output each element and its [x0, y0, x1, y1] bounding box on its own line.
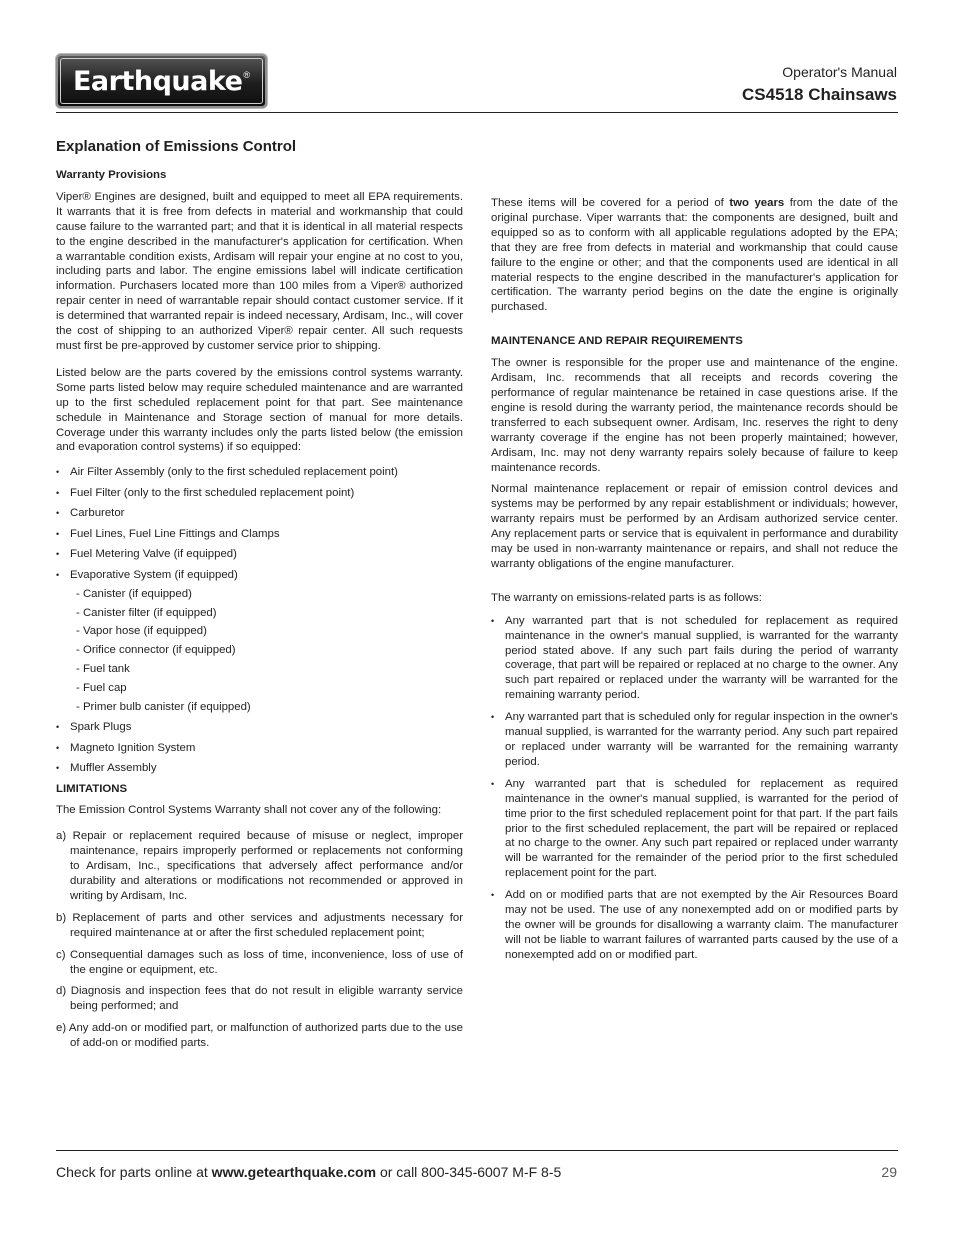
limitation-item: e) Any add-on or modified part, or malfunction of authorized parts due to the use of add-on or modified parts.	[56, 1022, 463, 1050]
sublist-item: - Orifice connector (if equipped)	[76, 644, 236, 657]
sublist-item: - Fuel cap	[76, 681, 127, 694]
list-item: • Magneto Ignition System	[56, 741, 463, 756]
limitation-item: d) Diagnosis and inspection fees that do not result in eligible warranty service being performed; and	[56, 985, 463, 1013]
sublist-item: - Primer bulb canister (if equipped)	[76, 700, 251, 713]
list-item: • Spark Plugs	[56, 720, 463, 735]
list-item-label: Evaporative System (if equipped)	[70, 568, 238, 581]
coverage-text-pre: These items will be covered for a period of	[491, 197, 730, 209]
list-item: • Any warranted part that is scheduled only for regular inspection in the owner's manual supplied, is warranted for the warranty period. Any such part repaired or replaced under warranty will be warranted for the remaining warranty period.	[491, 710, 898, 770]
limitation-item: a) Repair or replacement required because of misuse or neglect, improper maintenance, repairs improperly performed or replacements not conforming to Ardisam, Inc., specifications that adversely affect performance and/or durability and alterations or modifications not recommended or approved in writing by Ardisam, Inc.	[56, 830, 463, 902]
logo-text: Earthquake	[72, 65, 243, 97]
sublist-item: - Canister filter (if equipped)	[76, 606, 217, 619]
header-manual-label: Operator's Manual	[782, 64, 897, 80]
list-item: • Fuel Metering Valve (if equipped)	[56, 547, 463, 562]
warranty-provisions-paragraph: Viper® Engines are designed, built and equipped to meet all EPA requirements. It warrants that it is free from defects in material and workmanship that could cause failure to the warranted part; and that it is identical in all material respects to the engine described in the manufacturer's application for certification. When a warrantable condition exists, Ardisam will repair your engine at no cost to you, including parts and labor. The engine emissions label will indicate certification information. Purchasers located more than 100 miles from a Viper® authorized repair center in need of warrantable repair should contact customer service. If it is determined that warranted repair is indeed necessary, Ardisam, Inc., will cover the cost of shipping to an authorized Viper® repair center. All such requests must first be pre-approved by customer service prior to shipping.	[56, 190, 463, 352]
list-item: • Add on or modified parts that are not exempted by the Air Resources Board may not be used. The use of any nonexempted add on or modified parts by the owner will be grounds for disallowing a warranty claim. The manufacturer will not be liable to warrant failures of warranted parts caused by the use of a nonexempted add on or modified part.	[491, 888, 898, 963]
footer-divider	[56, 1150, 898, 1151]
list-item: • Any warranted part that is scheduled for replacement as required maintenance in the owner's manual supplied, is warranted for the period of time prior to the first scheduled replacement point for that part. If the part fails prior to the first scheduled replacement, the part will be repaired or replaced at no charge to the owner. Any such part repaired or replaced under warranty will be warranted for the remainder of the period prior to the first scheduled replacement point for the part.	[491, 777, 898, 881]
limitations-intro: The Emission Control Systems Warranty shall not cover any of the following:	[56, 804, 442, 817]
list-item-evaporative	[56, 568, 463, 715]
warranty-parts-list	[491, 614, 898, 963]
header-divider	[56, 112, 898, 113]
list-item: • Fuel Lines, Fuel Line Fittings and Clamps	[56, 527, 463, 542]
covered-parts-list	[56, 465, 463, 776]
header-product-title: CS4518 Chainsaws	[742, 85, 897, 104]
limitation-item: c) Consequential damages such as loss of time, inconvenience, loss of use of the engine or equipment, etc.	[56, 948, 463, 976]
covered-parts-paragraph: Listed below are the parts covered by the emissions control systems warranty. Some parts listed below may require scheduled maintenance and are warranted up to the first scheduled replacement point for that part. See maintenance schedule in Maintenance and Storage section of manual for more details. Coverage under this warranty includes only the parts listed below (the emission and evaporation control systems) if so equipped:	[56, 366, 463, 454]
section-title: Explanation of Emissions Control	[56, 138, 297, 155]
footer-text	[56, 1164, 561, 1180]
sublist-item: - Vapor hose (if equipped)	[76, 625, 207, 638]
footer-post: or call 800-345-6007 M-F 8-5	[376, 1164, 562, 1180]
sublist-item: - Canister (if equipped)	[76, 587, 192, 600]
maintenance-paragraph: The owner is responsible for the proper use and maintenance of the engine. Ardisam, Inc. recommends that all receipts and records covering the performance of regular maintenance be retained in case questions arise. If the engine is resold during the warranty period, the maintenance records should be transferred to each subsequent owner. Ardisam, Inc. reserves the right to deny warranty coverage if the engine has not been properly maintained; however, Ardisam, Inc. may not deny warranty repairs solely because of failure to keep maintenance records.	[491, 357, 898, 474]
coverage-duration: two years	[729, 197, 785, 209]
list-item: • Muffler Assembly	[56, 761, 463, 776]
warranty-parts-intro: The warranty on emissions-related parts is as follows:	[491, 591, 762, 604]
maintenance-heading: MAINTENANCE AND REPAIR REQUIREMENTS	[491, 335, 743, 348]
evaporative-sublist	[76, 587, 463, 715]
warranty-provisions-heading: Warranty Provisions	[56, 169, 167, 181]
footer-pre: Check for parts online at	[56, 1164, 212, 1180]
page-number: 29	[881, 1164, 897, 1180]
list-item: • Carburetor	[56, 506, 463, 521]
list-item: • Any warranted part that is not scheduled for replacement as required maintenance in the owner's manual supplied, is warranted for the warranty period stated above. If any such part fails during the period of warranty coverage, that part will be repaired or replaced at no charge to the owner. Any such part repaired or replaced under the warranty will be warranted for the remaining warranty period.	[491, 614, 898, 703]
logo-registered-mark: ®	[243, 70, 251, 80]
limitations-heading: LIMITATIONS	[56, 782, 128, 795]
footer-url-link[interactable]: www.getearthquake.com	[211, 1164, 377, 1180]
maintenance-paragraph: Normal maintenance replacement or repair of emission control devices and systems may be performed by any repair establishment or individuals; however, warranty repairs must be performed by an Ardisam authorized service center. Any replacement parts or service that is equivalent in performance and durability may be used in non-warranty maintenance or repairs, and shall not reduce the warranty obligations of the engine manufacturer.	[491, 483, 898, 570]
coverage-text-post: from the date of the original purchase. Viper warrants that: the components are designed, built and equipped so as to conform with all applicable regulations adopted by the EPA; that they are free from defects in material and workmanship that could cause failure to the engine or other; and that the components used are identical in all material respects to the engine described in the manufacturer's application for certification. The warranty period begins on the date the engine is originally purchased.	[491, 197, 898, 314]
coverage-period-paragraph	[491, 196, 898, 315]
earthquake-logo	[56, 54, 267, 108]
left-column	[56, 168, 463, 1058]
limitation-item: b) Replacement of parts and other services and adjustments necessary for required maintenance at or after the first scheduled replacement point;	[56, 911, 463, 939]
right-column	[491, 196, 898, 970]
list-item: • Air Filter Assembly (only to the first scheduled replacement point)	[56, 465, 463, 480]
list-item: • Fuel Filter (only to the first scheduled replacement point)	[56, 486, 463, 501]
sublist-item: - Fuel tank	[76, 662, 130, 675]
